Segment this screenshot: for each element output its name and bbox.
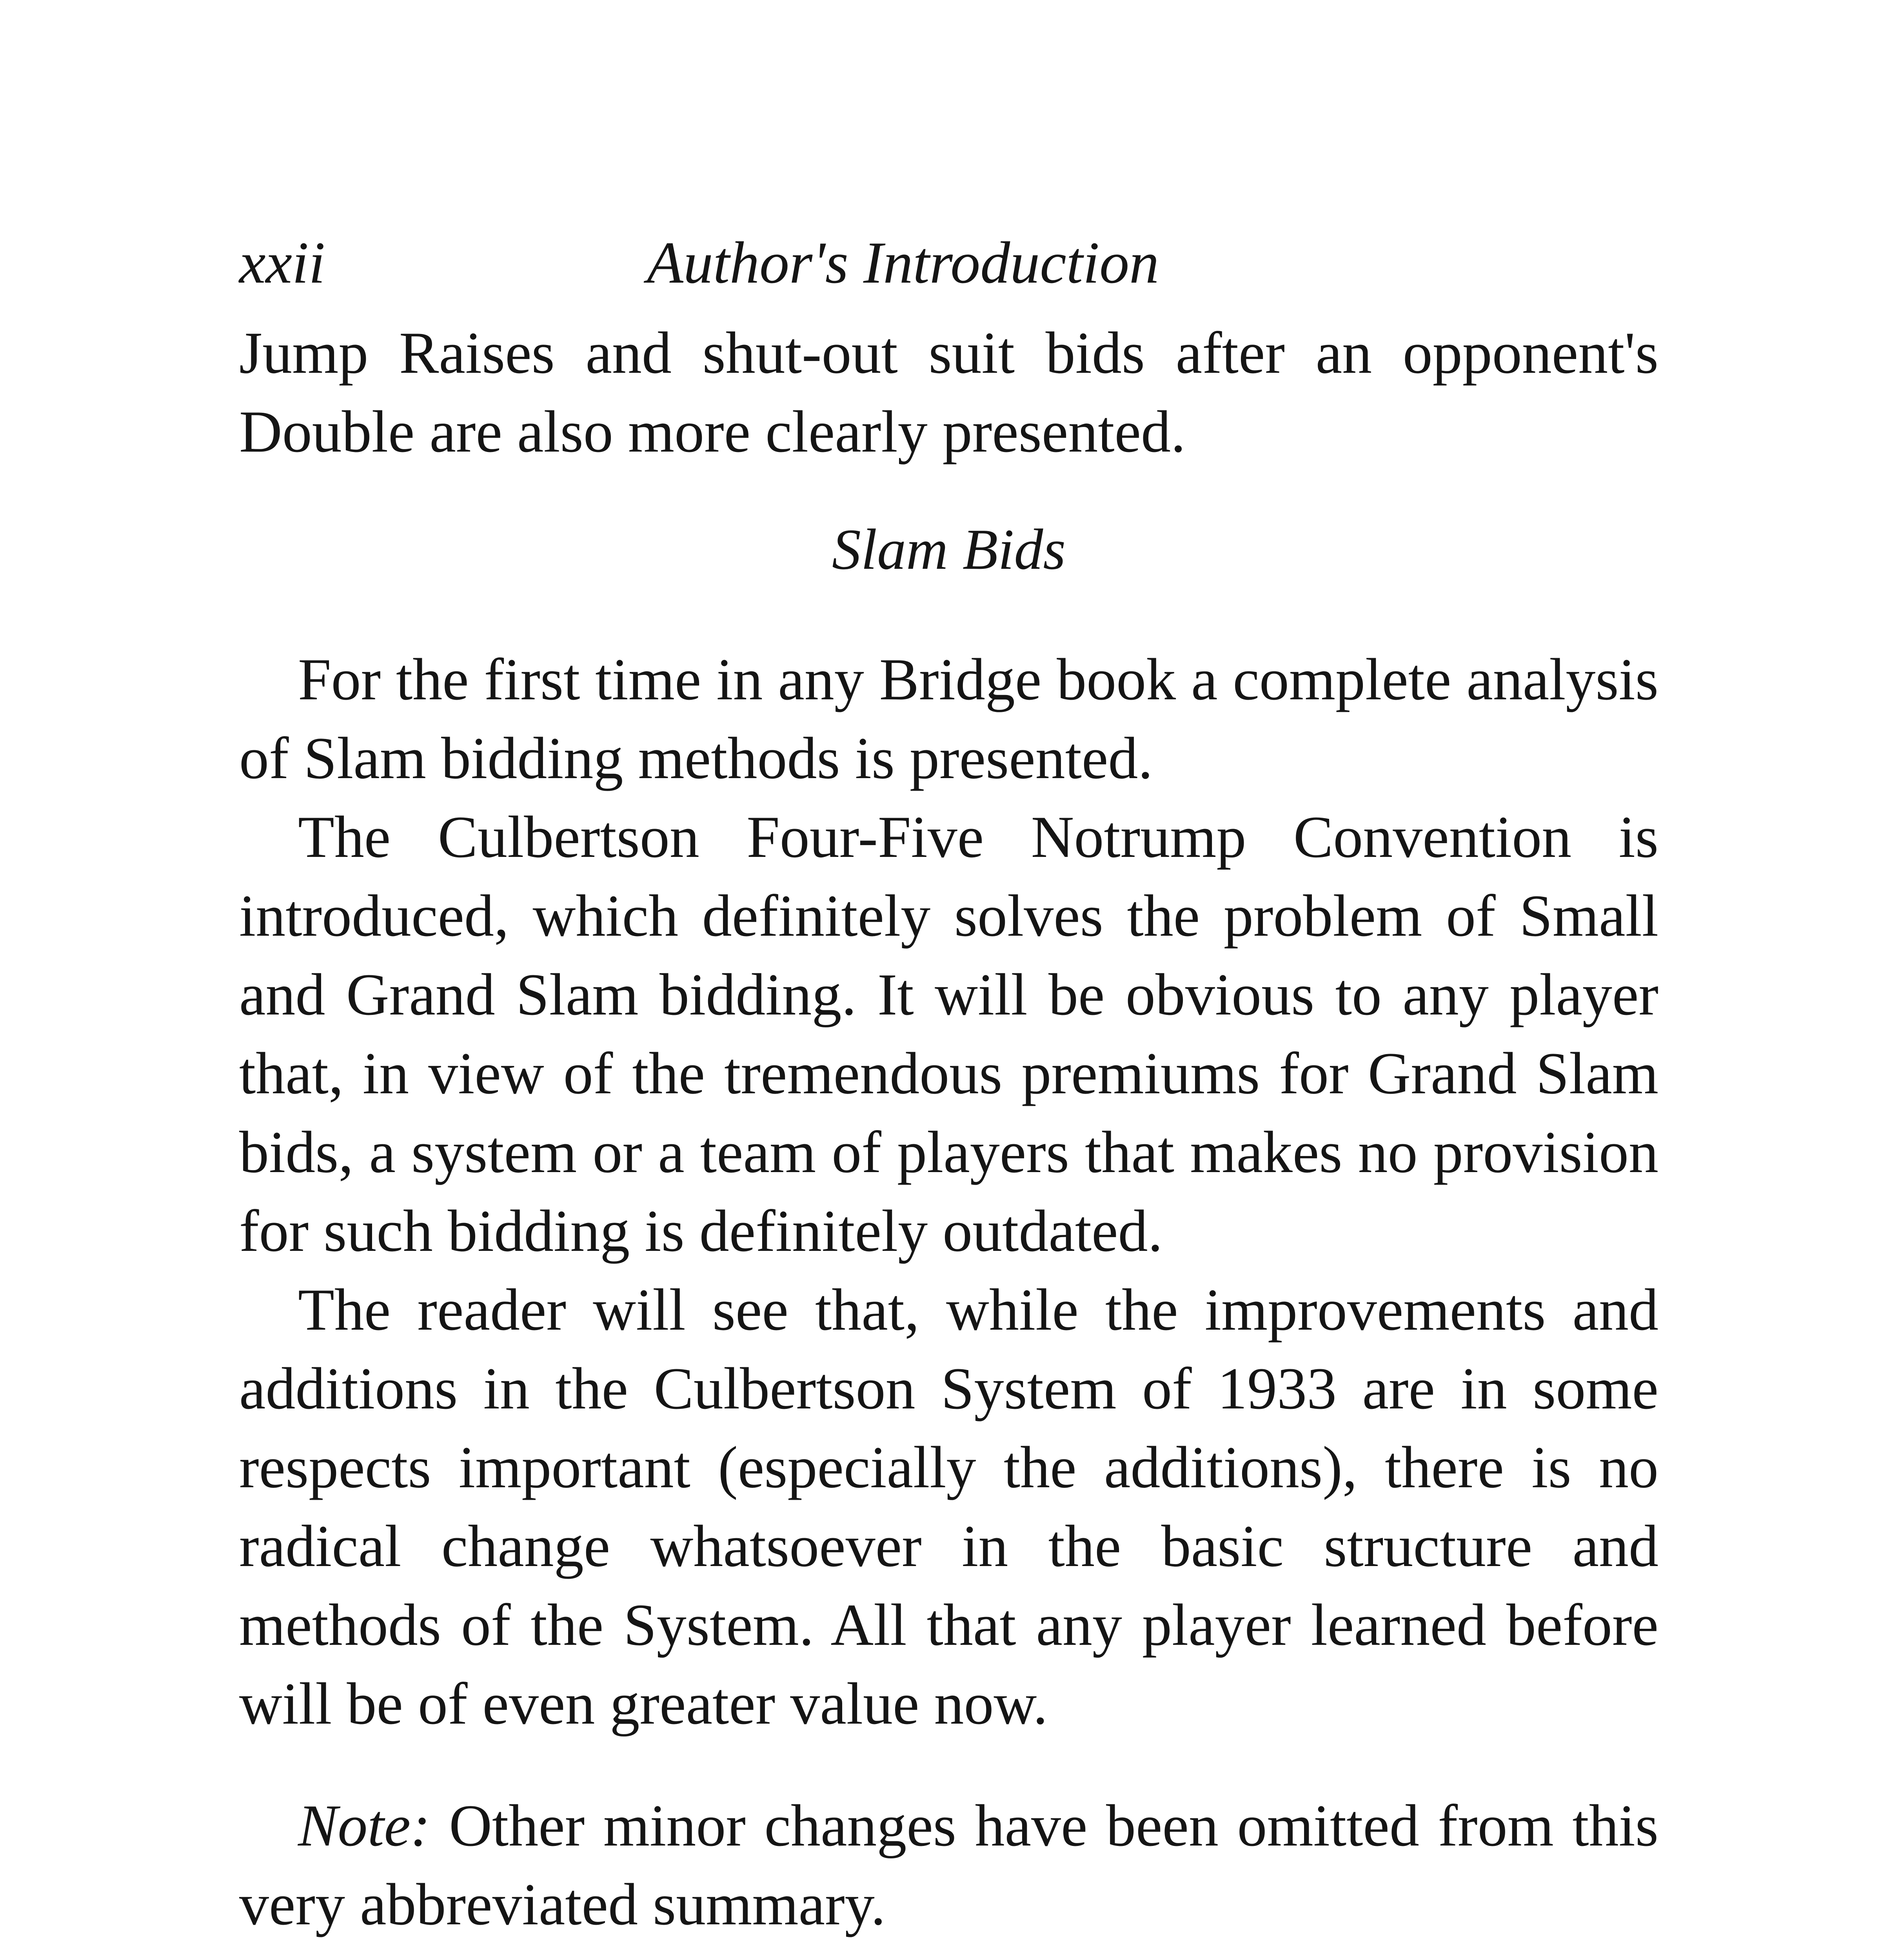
note-paragraph bbox=[239, 1786, 1658, 1944]
running-head bbox=[239, 220, 1658, 306]
section-heading: Slam Bids bbox=[832, 517, 1066, 582]
paragraph-improvements: The reader will see that, while the improvements and additions in the Culbertson System of 1933 are in some respects important (especially the additions), there is no radical change whatsoever in the basic structure and methods of the System. All that any player learned before will be of even greater value now. bbox=[239, 1277, 1658, 1737]
page-number: xxii bbox=[239, 230, 325, 296]
running-title: Author's Introduction bbox=[647, 230, 1159, 296]
paragraph-slam-analysis: For the first time in any Bridge book a complete analysis of Slam bidding methods is presented. bbox=[239, 646, 1658, 791]
paragraph-four-five-notrump: The Culbertson Four-Five Notrump Convention is introduced, which definitely solves the problem of Small and Grand Slam bidding. It will be obvious to any player that, in view of the tremendous premiums for Grand Slam bids, a system or a team of players that makes no provision for such bidding is definitely outdated. bbox=[239, 804, 1658, 1264]
paragraph-continued: Jump Raises and shut-out suit bids after an opponent's Double are also more clearly presented. bbox=[239, 320, 1658, 465]
note-label: Note: bbox=[298, 1793, 430, 1858]
body-text bbox=[239, 314, 1658, 1960]
note-text: Other minor changes have been omitted from this very abbreviated summary. bbox=[239, 1793, 1658, 1937]
